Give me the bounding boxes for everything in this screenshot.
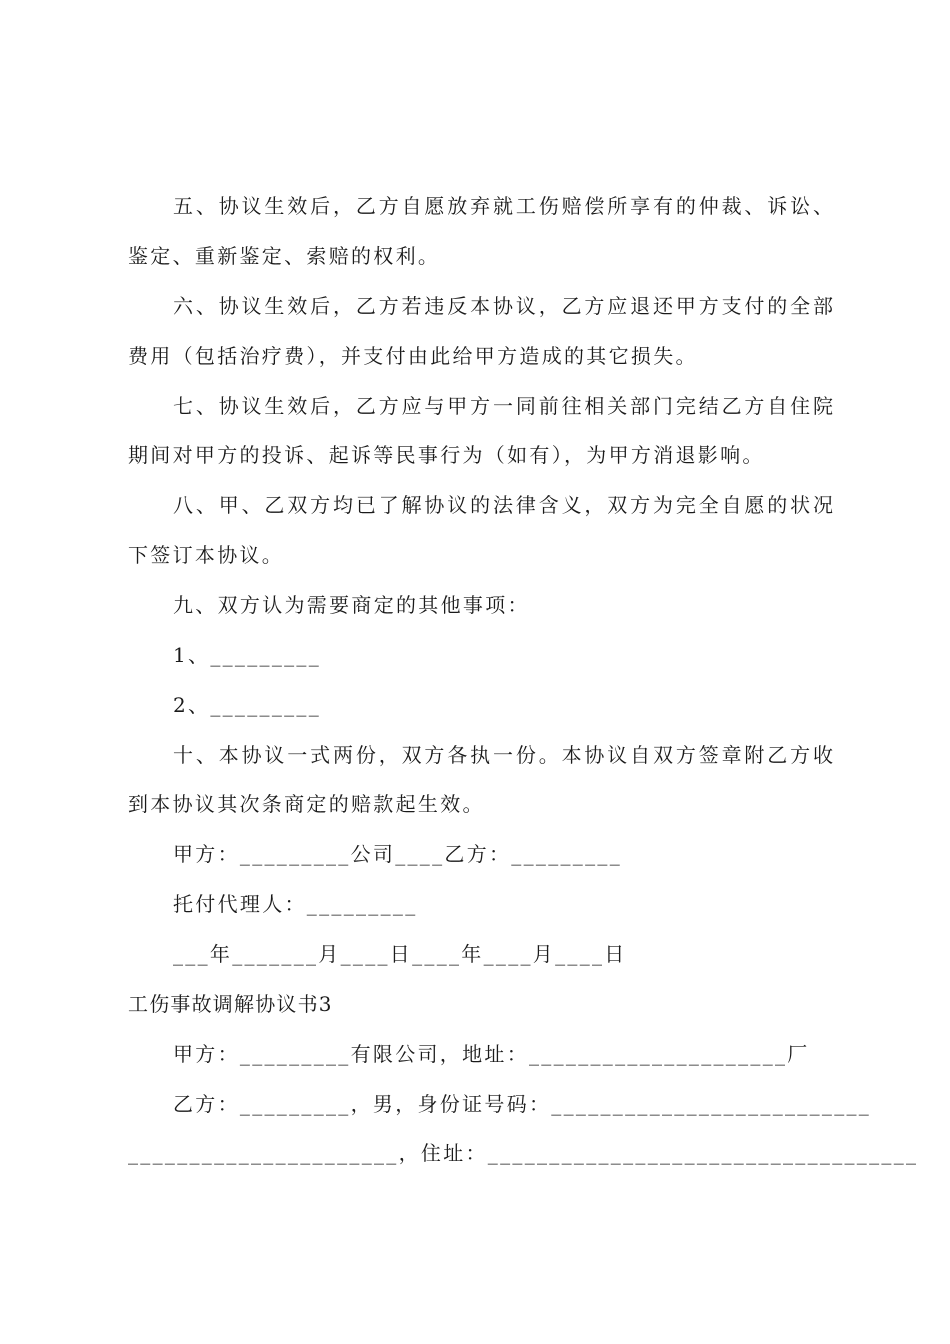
clause-7-line-1: 七、协议生效后，乙方应与甲方一同前往相关部门完结乙方自住院 [173, 394, 833, 418]
clause-9-heading: 九、双方认为需要商定的其他事项： [173, 593, 530, 617]
date-line: ___年_______月____日____年____月____日 [173, 942, 627, 966]
clause-5-line-1: 五、协议生效后，乙方自愿放弃就工伤赔偿所享有的仲裁、诉讼、 [173, 194, 833, 218]
clause-8-line-1: 八、甲、乙双方均已了解协议的法律含义，双方为完全自愿的状况 [173, 493, 833, 517]
clause-10-line-2: 到本协议其次条商定的赔款起生效。 [128, 792, 485, 816]
party-signature-line: 甲方：_________公司____乙方：_________ [173, 842, 622, 866]
clause-5-line-2: 鉴定、重新鉴定、索赔的权利。 [128, 244, 441, 268]
clause-9-item-2: 2、_________ [173, 693, 322, 717]
clause-9-item-1: 1、_________ [173, 643, 322, 667]
clause-8-line-2: 下签订本协议。 [128, 543, 285, 567]
party-b-line: 乙方：_________，男，身份证号码：__________________________ [173, 1092, 872, 1116]
clause-10-line-1: 十、本协议一式两份，双方各执一份。本协议自双方签章附乙方收 [173, 743, 833, 767]
address-line: ______________________，住址：___________________________________ [128, 1141, 919, 1165]
clause-6-line-2: 费用（包括治疗费），并支付由此给甲方造成的其它损失。 [128, 344, 698, 368]
clause-6-line-1: 六、协议生效后，乙方若违反本协议，乙方应退还甲方支付的全部 [173, 294, 833, 318]
clause-7-line-2: 期间对甲方的投诉、起诉等民事行为（如有），为甲方消退影响。 [128, 443, 765, 467]
party-a-line: 甲方：_________有限公司，地址：_____________________厂 [173, 1042, 810, 1066]
agent-signature-line: 托付代理人：_________ [173, 892, 418, 916]
document-title: 工伤事故调解协议书3 [128, 992, 333, 1016]
